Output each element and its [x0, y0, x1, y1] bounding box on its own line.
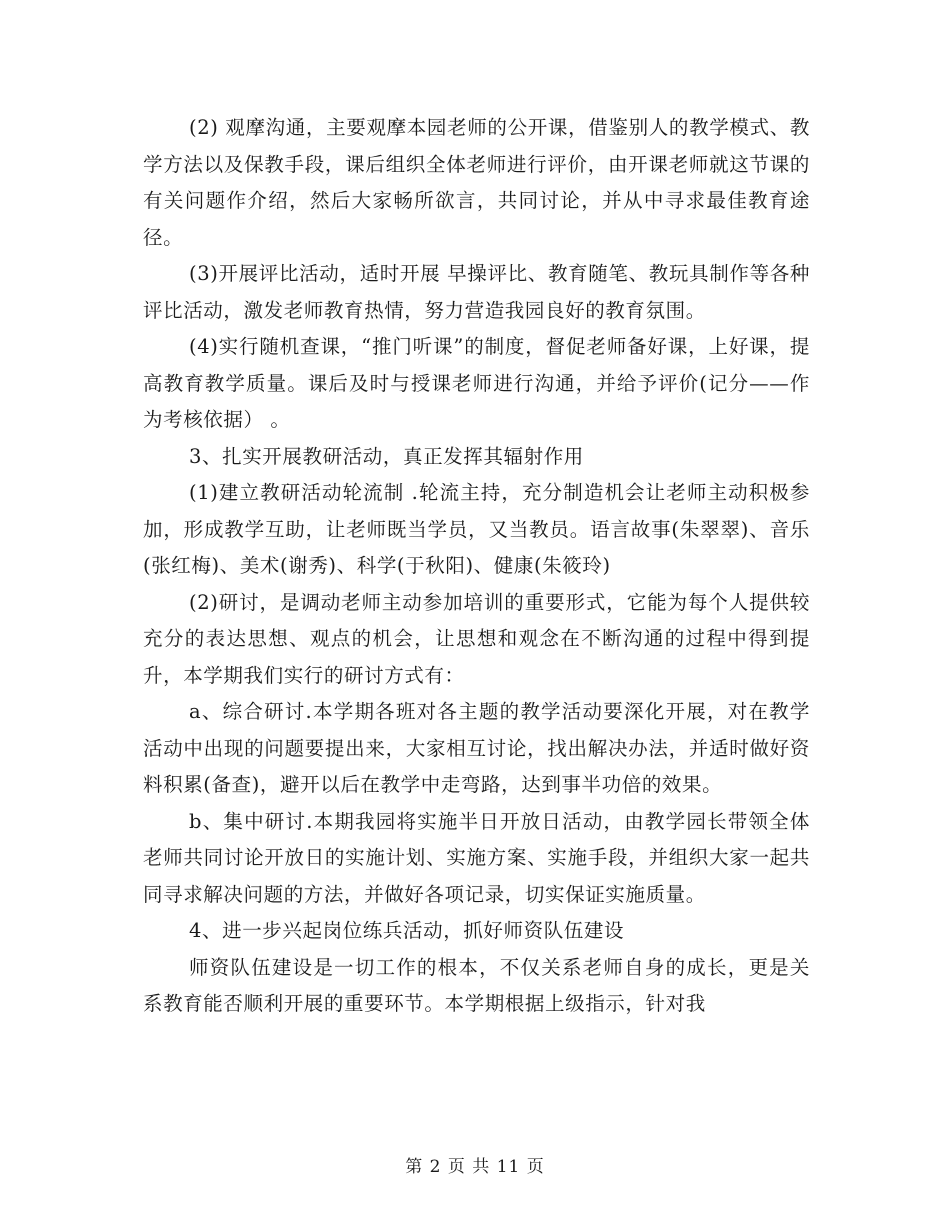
paragraph: a、综合研讨.本学期各班对各主题的教学活动要深化开展，对在教学活动中出现的问题要提出来，大家相互讨论，找出解决办法，并适时做好资料积累(备查)，避开以后在教学中走弯路，达到事半功倍的效果。	[143, 700, 810, 796]
document-body	[143, 110, 810, 1023]
paragraph: (2)研讨，是调动老师主动参加培训的重要形式，它能为每个人提供较充分的表达思想、观点的机会，让思想和观念在不断沟通的过程中得到提升，本学期我们实行的研讨方式有：	[143, 590, 810, 687]
paragraph: b、集中研讨.本期我园将实施半日开放日活动，由教学园长带领全体老师共同讨论开放日的实施计划、实施方案、实施手段，并组织大家一起共同寻求解决问题的方法，并做好各项记录，切实保证实施质量。	[143, 809, 810, 906]
paragraph: (2) 观摩沟通，主要观摩本园老师的公开课，借鉴别人的教学模式、教学方法以及保教手段，课后组织全体老师进行评价，由开课老师就这节课的有关问题作介绍，然后大家畅所欲言，共同讨论，并从中寻求最佳教育途径。	[143, 116, 810, 249]
page-footer: 第 2 页 共 11 页	[405, 1157, 545, 1177]
paragraph: 师资队伍建设是一切工作的根本，不仅关系老师自身的成长，更是关系教育能否顺利开展的重要环节。本学期根据上级指示，针对我	[143, 955, 810, 1015]
paragraph: (4)实行随机查课，“推门听课”的制度，督促老师备好课，上好课，提高教育教学质量。课后及时与授课老师进行沟通，并给予评价(记分——作为考核依据） 。	[143, 335, 810, 431]
section-heading: 4、进一步兴起岗位练兵活动，抓好师资队伍建设	[189, 919, 625, 942]
section-heading: 3、扎实开展教研活动，真正发挥其辐射作用	[189, 444, 584, 468]
paragraph: (1)建立教研活动轮流制 .轮流主持，充分制造机会让老师主动积极参加，形成教学互助，让老师既当学员，又当教员。语言故事(朱翠翠)、音乐(张红梅)、美术(谢秀)、科学(于秋阳)、健康(朱筱玲)	[143, 481, 810, 577]
paragraph: (3)开展评比活动，适时开展 早操评比、教育随笔、教玩具制作等各种评比活动，激发老师教育热情，努力营造我园良好的教育氛围。	[143, 262, 810, 322]
